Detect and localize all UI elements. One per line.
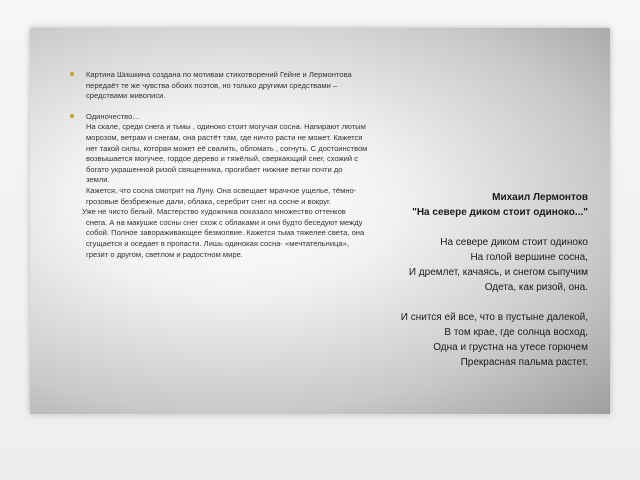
text-line: Уже не чисто белый. Мастерство художника показало множество оттенков — [82, 207, 346, 217]
poem-line: На севере диком стоит одиноко — [440, 237, 588, 248]
poem-line: В том крае, где солнца восход, — [444, 327, 588, 338]
text-line: возвышается могучее, гордое дерево и тяжёлый, сверкающий снег, схожий с — [86, 154, 359, 164]
poem-line: Прекрасная пальма растет. — [460, 357, 588, 368]
bullet-paragraph-1 — [70, 70, 390, 102]
bullet-icon — [70, 72, 74, 76]
poem-line: И снится ей все, что в пустыне далекой, — [400, 312, 588, 323]
text-line: морозом, ветрам и снегам, она растёт там, где ничто расти не может. Кажется — [86, 132, 363, 142]
divider — [30, 414, 610, 415]
text-line: Картина Шишкина создана по мотивам стихотворений Гейне и Лермонтова — [86, 70, 352, 79]
text-line: передаёт те же чувства обоих поэтов, но только другими средствами – — [86, 80, 338, 90]
text-line: нет такой силы, которая может её свалить, обломать , согнуть. С достоинством — [86, 143, 368, 153]
text-line: средствами живописи. — [86, 91, 166, 101]
paragraph-3 — [70, 207, 390, 260]
left-text-column — [70, 70, 390, 260]
text-line: Кажется, что сосна смотрит на Луну. Она освещает мрачное ущелье, тёмно- — [86, 185, 357, 195]
text-line: На скале, среди снега и тьмы , одиноко стоит могучая сосна. Напирают лютым — [86, 122, 366, 132]
text-line: снега. А на макушке сосны снег схож с облаками и они будто беседуют между — [86, 217, 363, 227]
bullet-paragraph-2 — [70, 112, 390, 207]
text-line: грезит о другом, светлом и радостном мире. — [86, 249, 243, 259]
text-line: земли. — [86, 175, 110, 185]
poem-line: На голой вершине сосна, — [470, 252, 588, 263]
text-line: грозовые безбрежные дали, облака, серебрит снег на сосне и вокруг. — [86, 196, 331, 206]
poem-line: И дремлет, качаясь, и снегом сыпучим — [408, 267, 588, 278]
poem-spacer — [348, 295, 588, 310]
poem-line: Одна и грустна на утесе горючем — [433, 342, 588, 353]
poem-title: "На севере диком стоит одиноко..." — [412, 207, 588, 218]
text-line: Одиночество… — [86, 111, 140, 121]
bullet-icon — [70, 114, 74, 118]
poem-line: Одета, как ризой, она. — [484, 282, 588, 293]
poem-author: Михаил Лермонтов — [492, 192, 588, 203]
text-line: собой. Полное завораживающее безмолвие. Кажется тьма тяжелее света, она — [86, 228, 365, 238]
text-line: богато украшенной ризой священника, прогибает нижние ветки почти до — [86, 164, 343, 174]
poem-spacer — [348, 220, 588, 235]
text-line: сгущается и оседает в пропасти. Лишь одинокая сосна- «мечтательница», — [86, 238, 349, 248]
poem-block — [348, 190, 588, 370]
